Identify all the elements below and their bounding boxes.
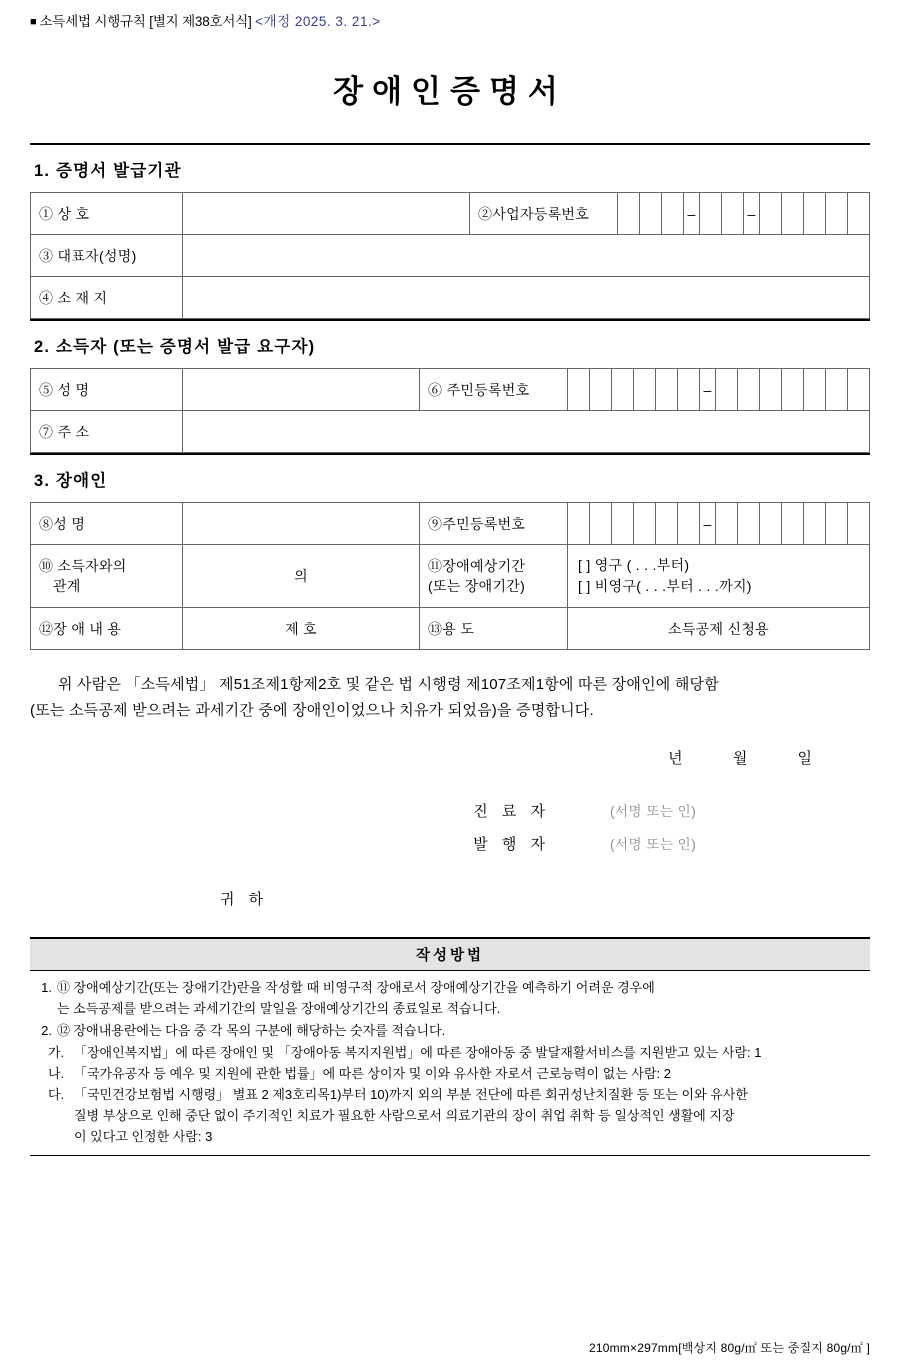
issuer-signature-field[interactable]: (서명 또는 인) — [610, 837, 697, 852]
representative-field[interactable] — [183, 235, 870, 277]
signer-row — [30, 800, 870, 821]
disability-content-label: ⑫장 애 내 용 — [31, 608, 183, 650]
earner-name-label: ⑤ 성 명 — [31, 369, 183, 411]
rrn-box[interactable] — [716, 503, 738, 545]
date-day[interactable]: 일 — [797, 749, 814, 767]
bullet-square-icon: ■ — [30, 16, 37, 28]
instructions-body — [30, 971, 870, 1147]
dash-separator: – — [700, 369, 716, 411]
doctor-label: 진 료 자 — [473, 802, 550, 820]
list-item — [30, 977, 870, 1019]
rrn-box[interactable] — [590, 369, 612, 411]
biznum-box[interactable] — [700, 193, 722, 235]
rrn-box[interactable] — [738, 369, 760, 411]
rrn-box[interactable] — [760, 369, 782, 411]
instructions-bottom-divider — [30, 1155, 870, 1156]
rrn-box[interactable] — [656, 369, 678, 411]
purpose-label: ⑬용 도 — [420, 608, 568, 650]
biznum-box[interactable] — [618, 193, 640, 235]
certification-statement — [30, 672, 870, 725]
rrn-box[interactable] — [782, 503, 804, 545]
table-row — [31, 235, 870, 277]
section-1-heading: 1. 증명서 발급기관 — [34, 162, 182, 180]
issuer-address-field[interactable] — [183, 277, 870, 319]
issuer-address-label: ④ 소 재 지 — [31, 277, 183, 319]
instruction-number: 2. — [41, 1022, 52, 1038]
biznum-box[interactable] — [760, 193, 782, 235]
period-option-permanent[interactable]: [ ] 영구 ( . . .부터) — [578, 557, 690, 573]
rrn-box[interactable] — [716, 369, 738, 411]
rrn-box[interactable] — [826, 503, 848, 545]
period-label-line1: ⑪장애예상기간 — [428, 557, 526, 574]
form-header — [30, 0, 870, 30]
section-3-heading: 3. 장애인 — [34, 472, 108, 490]
rrn-box[interactable] — [656, 503, 678, 545]
biznum-box[interactable] — [782, 193, 804, 235]
statement-line-1: 위 사람은 「소득세법」 제51조제1항제2호 및 같은 법 시행령 제107조제1항에 따른 장애인에 해당함 — [58, 676, 719, 693]
income-earner-table — [30, 368, 870, 453]
biznum-box[interactable] — [804, 193, 826, 235]
form-revision-text: <개정 2025. 3. 21.> — [255, 14, 381, 29]
person-rrn-label: ⑨주민등록번호 — [420, 503, 568, 545]
list-item — [30, 1042, 870, 1063]
sub-instruction-marker: 다. — [48, 1086, 65, 1102]
dash-separator: – — [684, 193, 700, 235]
period-options — [568, 545, 870, 608]
section-2-heading: 2. 소득자 (또는 증명서 발급 요구자) — [34, 338, 316, 356]
relation-label-line2: 관계 — [53, 578, 81, 594]
company-name-label: ① 상 호 — [31, 193, 183, 235]
sub-instruction-text — [74, 1063, 870, 1084]
earner-name-field[interactable] — [183, 369, 420, 411]
table-row — [31, 369, 870, 411]
rrn-box[interactable] — [782, 369, 804, 411]
list-item — [30, 1063, 870, 1084]
biznum-box[interactable] — [662, 193, 684, 235]
rrn-box[interactable] — [804, 503, 826, 545]
purpose-value: 소득공제 신청용 — [568, 608, 870, 650]
period-label-line2: (또는 장애기간) — [428, 578, 526, 594]
relation-label — [31, 545, 183, 608]
instruction-number: 1. — [41, 979, 52, 995]
period-option-temporary[interactable]: [ ] 비영구( . . .부터 . . .까지) — [578, 578, 752, 594]
person-name-field[interactable] — [183, 503, 420, 545]
table-row — [31, 545, 870, 608]
signer-row — [30, 833, 870, 854]
rrn-box[interactable] — [826, 369, 848, 411]
paper-spec-footer: 210mm×297mm[백상지 80g/㎡ 또는 중질지 80g/㎡ ] — [588, 1341, 870, 1355]
recipient-line: 귀 하 — [220, 890, 269, 908]
doctor-signature-field[interactable]: (서명 또는 인) — [610, 804, 697, 819]
rrn-box[interactable] — [634, 369, 656, 411]
rrn-box[interactable] — [590, 503, 612, 545]
disabled-person-table — [30, 502, 870, 650]
rrn-box[interactable] — [760, 503, 782, 545]
date-month[interactable]: 월 — [732, 749, 750, 767]
sub-instruction-text — [74, 1084, 870, 1147]
table-row — [31, 608, 870, 650]
date-line — [30, 747, 870, 768]
disability-content-field[interactable]: 제 호 — [183, 608, 420, 650]
relation-label-line1: ⑩ 소득자와의 — [39, 558, 127, 574]
instruction-text — [57, 977, 870, 1019]
person-name-label: ⑧성 명 — [31, 503, 183, 545]
list-item — [30, 1020, 870, 1041]
biznum-box[interactable] — [848, 193, 870, 235]
instruction-line: ⑪ 장애예상기간(또는 장애기간)란을 작성할 때 비영구적 장애로서 장애예상기간을 예측하기 어려운 경우에 — [57, 979, 655, 995]
table-row — [31, 411, 870, 453]
dash-separator: – — [700, 503, 716, 545]
instructions-title: 작성방법 — [30, 937, 870, 971]
instruction-line: 「국가유공자 등 예우 및 지원에 관한 법률」에 따른 상이자 및 이와 유사한 자로서 근로능력이 없는 사람: 2 — [74, 1065, 671, 1081]
instruction-line: 는 소득공제를 받으려는 과세기간의 말일을 장애예상기간의 종료일로 적습니다. — [57, 1000, 501, 1016]
biznum-box[interactable] — [722, 193, 744, 235]
earner-address-field[interactable] — [183, 411, 870, 453]
instruction-line: ⑫ 장애내용란에는 다음 중 각 목의 구분에 해당하는 숫자를 적습니다. — [57, 1022, 446, 1038]
company-name-field[interactable] — [183, 193, 470, 235]
sub-instruction-marker: 나. — [48, 1065, 65, 1081]
instruction-line: 질병 부상으로 인해 중단 없이 주기적인 치료가 필요한 사람으로서 의료기관의 장이 취업 취학 등 일상적인 생활에 지장 — [74, 1107, 735, 1123]
list-item — [30, 1084, 870, 1147]
rrn-box[interactable] — [738, 503, 760, 545]
instruction-text — [57, 1020, 870, 1041]
sub-instruction-text — [74, 1042, 870, 1063]
rrn-box[interactable] — [848, 503, 870, 545]
date-year[interactable]: 년 — [668, 749, 685, 767]
instructions-section — [30, 937, 870, 1156]
rrn-box[interactable] — [634, 503, 656, 545]
biznum-box[interactable] — [826, 193, 848, 235]
rrn-box[interactable] — [612, 503, 634, 545]
instruction-line: 「국민건강보험법 시행령」 별표 2 제3호리목1)부터 10)까지 외의 부분 전단에 따른 회귀성난치질환 등 또는 이와 유사한 — [74, 1086, 748, 1102]
table-row — [31, 503, 870, 545]
earner-address-label: ⑦ 주 소 — [31, 411, 183, 453]
rrn-box[interactable] — [848, 369, 870, 411]
table-row — [31, 277, 870, 319]
rrn-box[interactable] — [678, 503, 700, 545]
sub-instruction-marker: 가. — [48, 1044, 65, 1060]
business-number-label: ②사업자등록번호 — [470, 193, 618, 235]
earner-rrn-label: ⑥ 주민등록번호 — [420, 369, 568, 411]
rrn-box[interactable] — [804, 369, 826, 411]
biznum-box[interactable] — [640, 193, 662, 235]
rrn-box[interactable] — [568, 503, 590, 545]
form-rule-text: 소득세법 시행규칙 [별지 제38호서식] — [39, 14, 252, 29]
table-row — [31, 193, 870, 235]
instruction-line: 「장애인복지법」에 따른 장애인 및 「장애아동 복지지원법」에 따른 장애아동 중 발달재활서비스를 지원받고 있는 사람: 1 — [74, 1044, 762, 1060]
representative-label: ③ 대표자(성명) — [31, 235, 183, 277]
rrn-box[interactable] — [568, 369, 590, 411]
issuer-table — [30, 192, 870, 319]
dash-separator: – — [744, 193, 760, 235]
period-label — [420, 545, 568, 608]
rrn-box[interactable] — [612, 369, 634, 411]
signature-block — [30, 800, 870, 854]
instruction-line: 이 있다고 인정한 사람: 3 — [74, 1128, 213, 1144]
rrn-box[interactable] — [678, 369, 700, 411]
page-title: 장애인증명서 — [333, 74, 567, 109]
relation-field[interactable]: 의 — [183, 545, 420, 608]
issuer-label: 발 행 자 — [473, 835, 550, 853]
statement-line-2: (또는 소득공제 받으려는 과세기간 중에 장애인이었으나 치유가 되었음)을 증명합니다. — [30, 702, 594, 720]
